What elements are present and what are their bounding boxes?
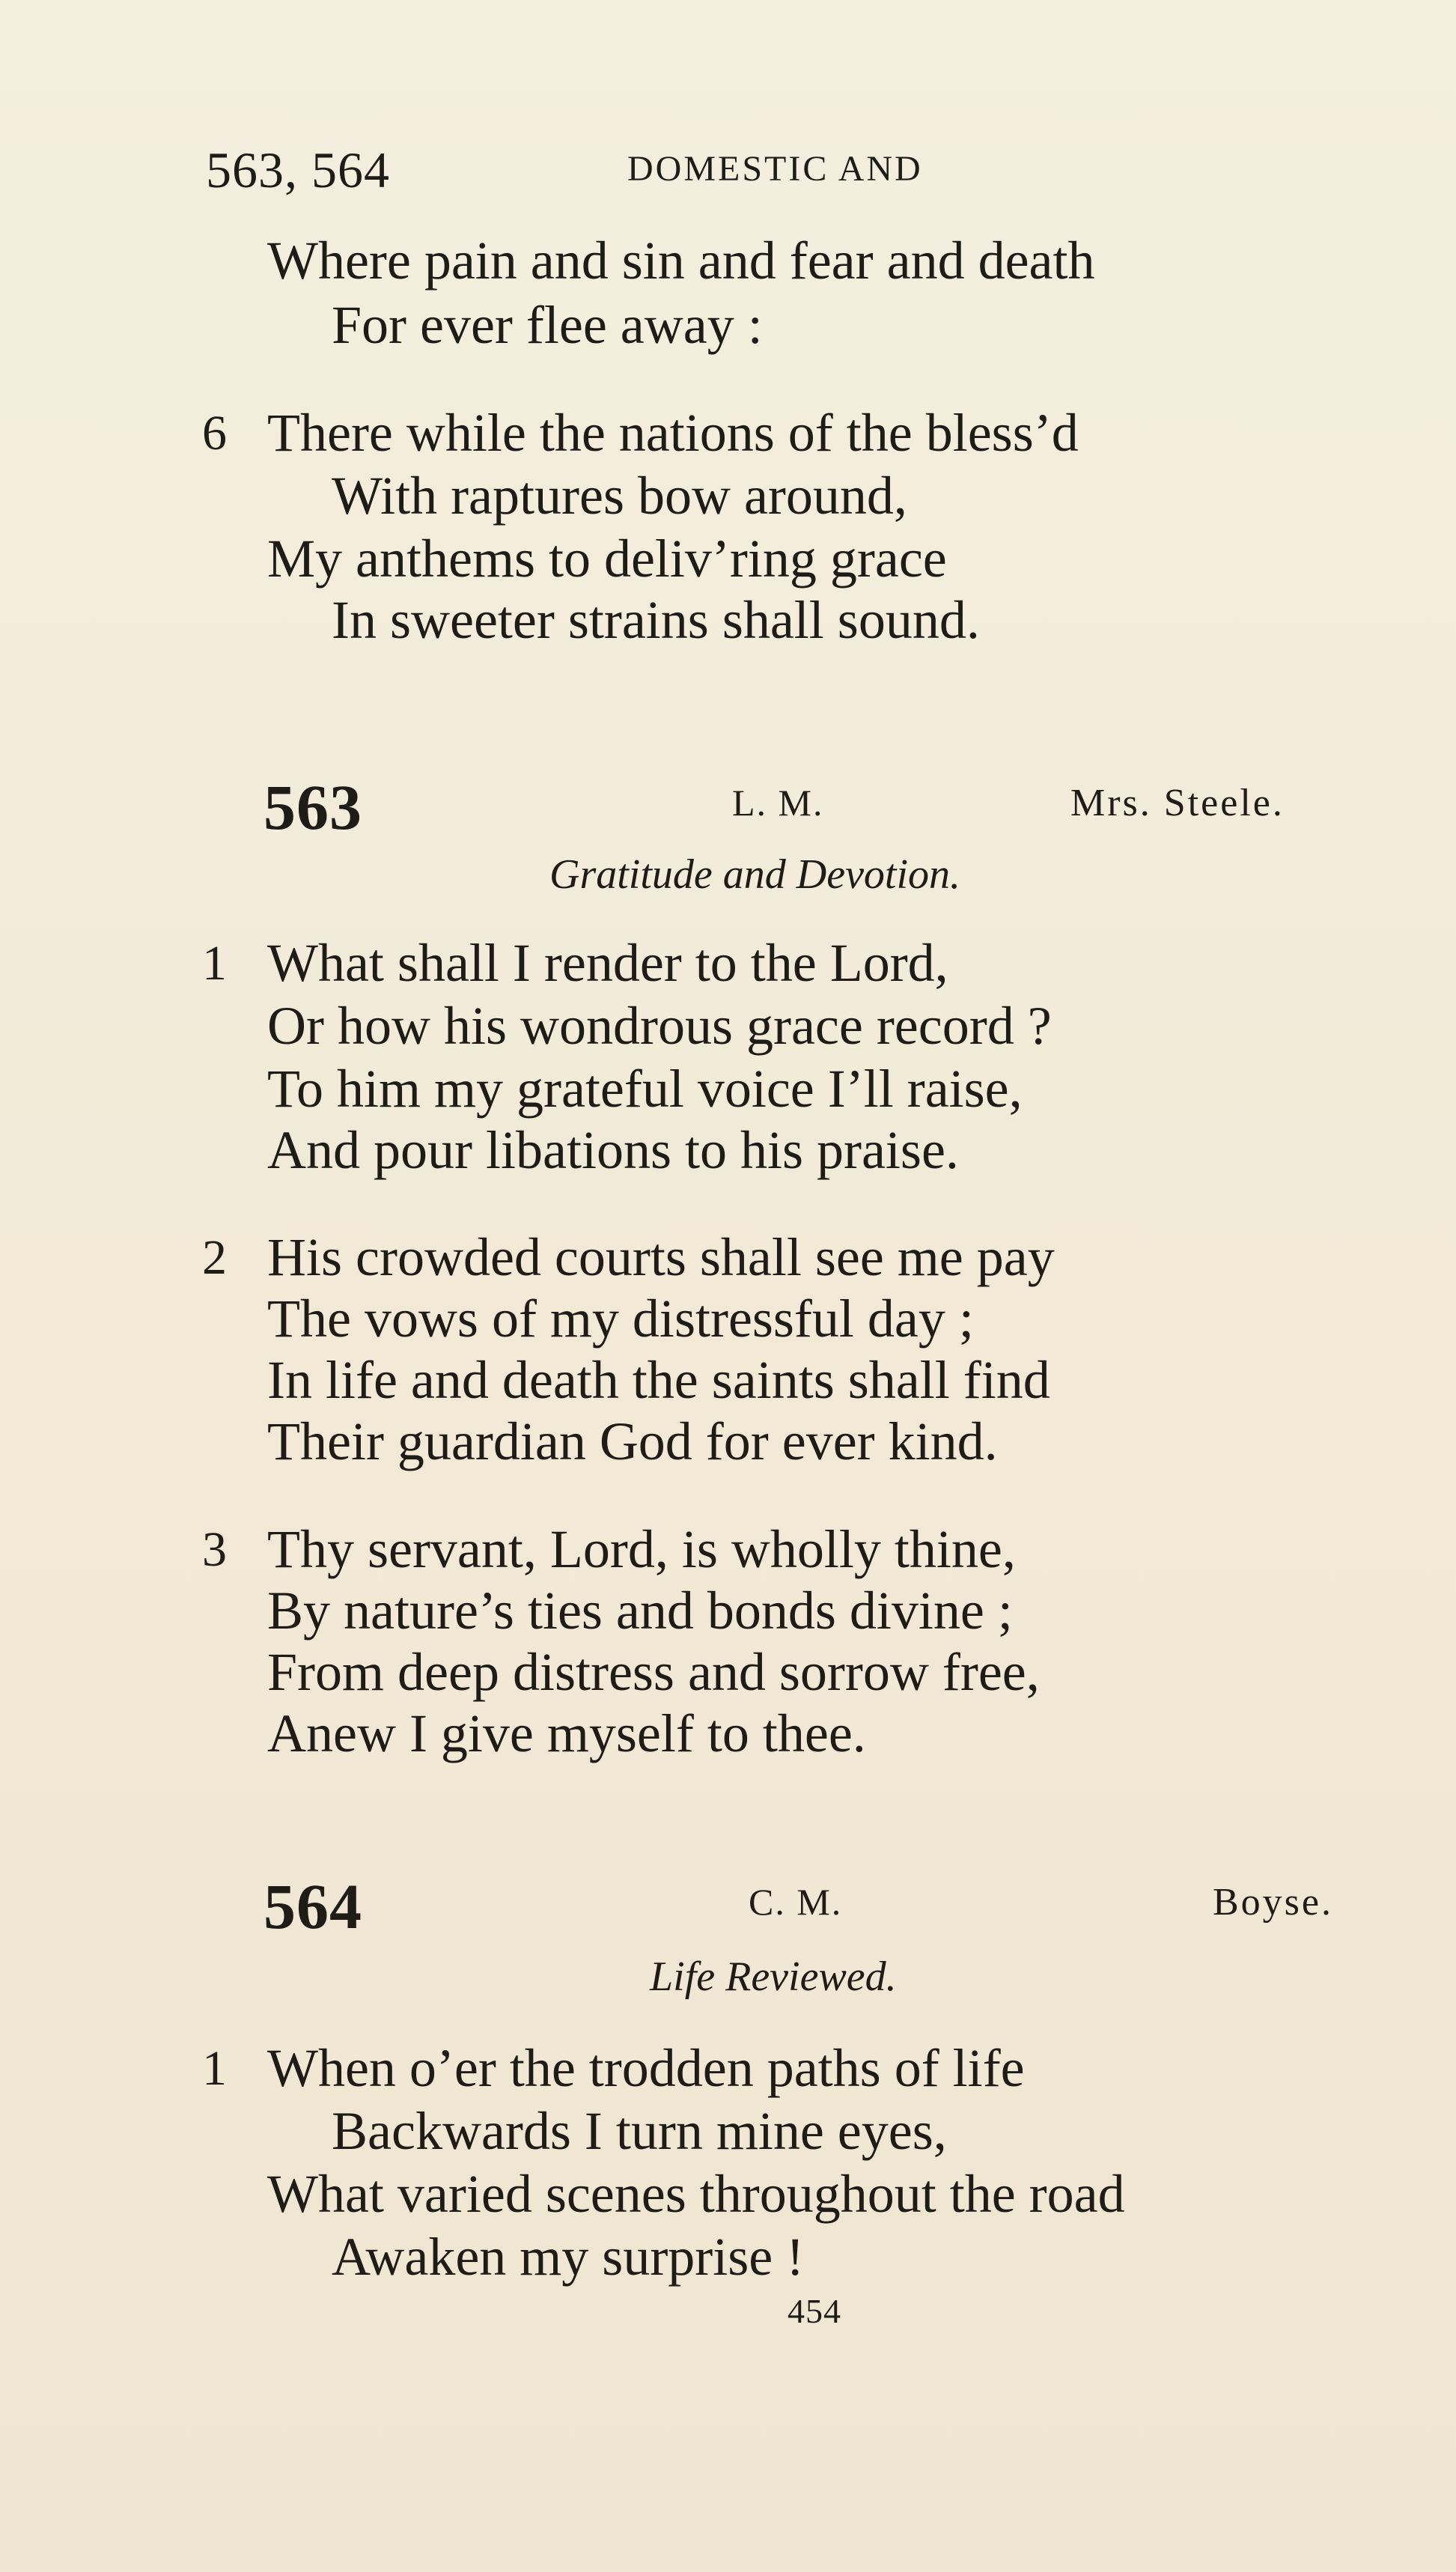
continuation-line-1: Where pain and sin and fear and death: [267, 231, 1095, 291]
hymn-563-verse-2-line-2: The vows of my distressful day ;: [267, 1289, 974, 1349]
verse-6-line-4: In sweeter strains shall sound.: [332, 590, 980, 650]
verse-6-number: 6: [202, 406, 227, 460]
hymn-563-verse-3-number: 3: [202, 1522, 227, 1577]
hymn-564-subtitle: Life Reviewed.: [650, 1954, 897, 2000]
page-header-numbers: 563, 564: [206, 142, 390, 198]
hymn-563-verse-1-line-4: And pour libations to his praise.: [267, 1120, 959, 1180]
hymn-563-verse-2-line-4: Their guardian God for ever kind.: [267, 1411, 998, 1471]
hymn-563-meter: L. M.: [732, 782, 824, 824]
hymn-563-verse-3-line-3: From deep distress and sorrow free,: [267, 1642, 1040, 1702]
hymn-563-verse-1-number: 1: [202, 936, 227, 991]
verse-6-line-3: My anthems to deliv’ring grace: [267, 529, 947, 589]
hymn-563-verse-2-line-1: His crowded courts shall see me pay: [267, 1227, 1055, 1287]
page-header-title: DOMESTIC AND: [627, 149, 923, 189]
continuation-line-2: For ever flee away :: [332, 295, 763, 355]
hymn-563-verse-1-line-3: To him my grateful voice I’ll raise,: [267, 1059, 1023, 1119]
hymn-564-meter: C. M.: [749, 1881, 843, 1923]
hymn-563-subtitle: Gratitude and Devotion.: [549, 851, 961, 898]
hymn-564-verse-1-line-4: Awaken my surprise !: [332, 2227, 805, 2287]
hymn-563-verse-3-line-1: Thy servant, Lord, is wholly thine,: [267, 1519, 1016, 1579]
verse-6-line-2: With raptures bow around,: [332, 466, 907, 526]
verse-6-line-1: There while the nations of the bless’d: [267, 403, 1079, 463]
hymn-563-verse-1-line-2: Or how his wondrous grace record ?: [267, 996, 1052, 1056]
hymn-563-verse-2-number: 2: [202, 1230, 227, 1285]
hymn-563-verse-2-line-3: In life and death the saints shall find: [267, 1350, 1050, 1410]
hymn-564-number: 564: [264, 1870, 362, 1942]
hymn-564-verse-1-number: 1: [202, 2041, 227, 2096]
hymn-564-verse-1-line-1: When o’er the trodden paths of life: [267, 2038, 1025, 2098]
hymn-564-verse-1-line-3: What varied scenes throughout the road: [267, 2164, 1125, 2224]
hymn-563-author: Mrs. Steele.: [1070, 782, 1285, 824]
hymn-564-author: Boyse.: [1213, 1881, 1333, 1924]
hymn-563-verse-3-line-2: By nature’s ties and bonds divine ;: [267, 1581, 1013, 1641]
hymn-563-verse-1-line-1: What shall I render to the Lord,: [267, 933, 948, 993]
page-footer-number: 454: [788, 2292, 841, 2330]
hymn-563-number: 563: [264, 771, 362, 843]
hymn-564-verse-1-line-2: Backwards I turn mine eyes,: [332, 2101, 947, 2161]
hymn-563-verse-3-line-4: Anew I give myself to thee.: [267, 1703, 866, 1763]
